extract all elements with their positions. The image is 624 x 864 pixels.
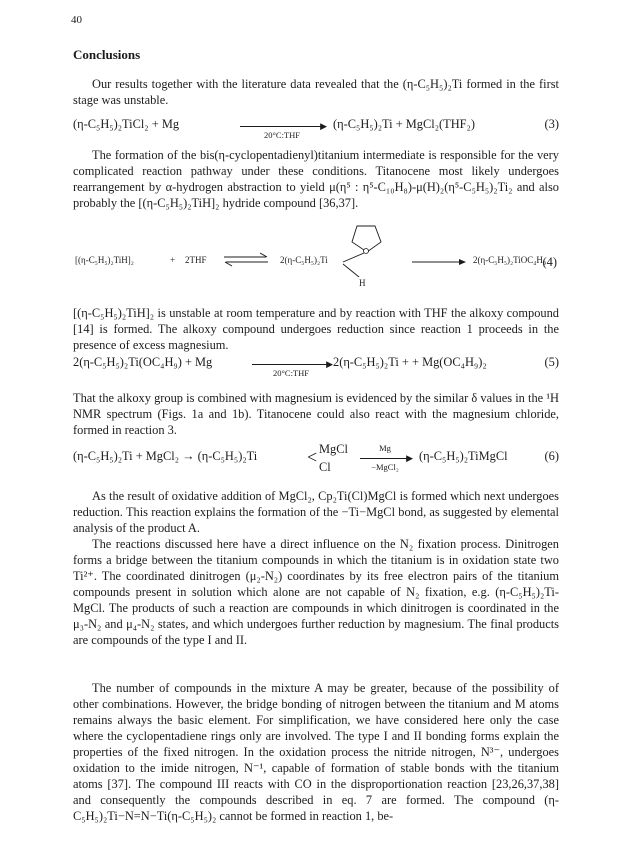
reaction-arrow-icon — [410, 258, 468, 266]
paragraph-2-text: The formation of the bis(η-cyclopentadienyl)titanium intermediate is responsible for the very complicated reaction pathway under these conditions. Titanocene most likely undergoes rearrangement by α-hydrogen abstraction to yield μ(η⁵ : η⁵-C₁₀H₈)-μ(H)₂(η⁵-C₅H₅)₂Ti₂ and also probably the [(η-C₅H₅)₂TiH]₂ hydride compound [36,37]. — [73, 148, 559, 210]
paragraph-2 — [73, 147, 559, 211]
eq5-rhs: 2(η-C₅H₅)₂Ti + + Mg(OC₄H₉)₂ — [333, 355, 487, 369]
eq3-condition: 20°C:THF — [264, 130, 300, 140]
eq6-rhs: (η-C₅H₅)₂TiMgCl — [419, 449, 508, 463]
page-number: 40 — [71, 14, 82, 26]
paragraph-1 — [73, 76, 559, 108]
paragraph-6 — [73, 536, 559, 648]
eq6-mgcl: MgCl — [319, 442, 348, 456]
paragraph-4 — [73, 390, 559, 438]
eq6-above: Mg — [379, 443, 391, 453]
scheme4-h-label: H — [359, 278, 366, 288]
eq5-lhs: 2(η-C₅H₅)₂Ti(OC₄H₉) + Mg — [73, 355, 213, 369]
equation-6: (η-C₅H₅)₂Ti + MgCl₂ → (η-C₅H₅)₂Ti < MgCl Cl Mg ▶ −MgCl₂ (η-C₅H₅)₂TiMgCl (6) — [73, 442, 559, 474]
section-heading: Conclusions — [73, 47, 141, 62]
equation-5: 2(η-C₅H₅)₂Ti(OC₄H₉) + Mg ▶ 20°C:THF 2(η-C₅H₅)₂Ti + + Mg(OC₄H₉)₂ (5) — [73, 355, 559, 378]
eq5-condition: 20°C:THF — [273, 368, 309, 378]
paragraph-6-text: The reactions discussed here have a direct influence on the N₂ fixation process. Dinitrogen forms a bridge between the titanium compounds in which the titanium is in oxidation state two Ti²⁺. The coordinated dinitrogen (μ₂-N₂) coordinates by its free electron pairs of the titanium compounds present in solution which alone are not capable of N₂ fixation, e.g. (η-C₅H₅)₂Ti-MgCl. The products of such a reaction are compounds in which dinitrogen is coordinated in the μ₃-N₂ and μ₄-N₂ states, and which undergoes further reduction by magnesium. The final products are compounds of the type I and II. — [73, 537, 559, 647]
eq3-number: (3) — [544, 117, 559, 131]
eq3-rhs: (η-C₅H₅)₂Ti + MgCl₂(THF₂) — [333, 117, 476, 131]
equation-3: (η-C₅H₅)₂TiCl₂ + Mg ▶ 20°C:THF (η-C₅H₅)₂Ti + MgCl₂(THF₂) (3) — [73, 117, 559, 140]
reaction-scheme-4 — [75, 222, 559, 294]
equilibrium-arrow-icon — [222, 252, 270, 268]
paragraph-5-text: As the result of oxidative addition of MgCl₂, Cp₂Ti(Cl)MgCl is formed which next undergoes reduction. This reaction explains the formation of the −Ti−MgCl bond, as suggested by elemental analysis of the product A. — [73, 489, 559, 535]
eq6-cl: Cl — [319, 460, 331, 474]
paragraph-7 — [73, 680, 559, 824]
eq6-lhs: (η-C₅H₅)₂Ti + MgCl₂ → (η-C₅H₅)₂Ti — [73, 449, 258, 463]
eq6-below: −MgCl₂ — [371, 462, 399, 472]
scheme4-plus: + — [170, 255, 176, 265]
scheme4-product: 2(η-C₅H₅)₂TiOC₄H₉ — [473, 255, 547, 265]
scheme4-intermediate: 2(η-C₅H₅)₂Ti — [280, 255, 328, 265]
paragraph-3-text: [(η-C₅H₅)₂TiH]₂ is unstable at room temperature and by reaction with THF the alkoxy compound [14] is formed. The alkoxy compound undergoes reduction since reaction 1 proceeds in the presence of excess magnesium. — [73, 306, 559, 352]
eq6-number: (6) — [544, 449, 559, 463]
paragraph-7-text: The number of compounds in the mixture A may be greater, because of the possibility of other combinations. However, the bridge bonding of nitrogen between the titanium and M atoms remains always the basic element. For simplification, we have considered here only the case where the cyclopentadiene rings only are involved. The type I and II bonding forms explain the properties of the fixed nitrogen. In the oxidation process the nitride nitrogen, N³⁻, undergoes oxidation to the imide nitrogen, N⁻¹, capable of formation of stable bonds with the titanium atoms [37]. The compound III reacts with CO in the disproportionation reaction [23,26,37,38] and consequently the compounds described in eq. 7 are formed. The compound (η-C₅H₅)₂Ti−N=N−Ti(η-C₅H₅)₂ cannot be formed in reaction 1, be- — [73, 681, 559, 823]
scheme4-number: (4) — [542, 255, 557, 269]
paragraph-5 — [73, 488, 559, 536]
scheme4-reactant2: 2THF — [185, 255, 207, 265]
paragraph-3 — [73, 305, 559, 353]
paragraph-1-text: Our results together with the literature data revealed that the (η-C₅H₅)₂Ti formed in the first stage was unstable. — [73, 77, 559, 107]
paragraph-4-text: That the alkoxy group is combined with magnesium is evidenced by the similar δ values in the ¹H NMR spectrum (Figs. 1a and 1b). Titanocene could also react with the magnesium chloride, formed in reaction 3. — [73, 391, 559, 437]
eq3-lhs: (η-C₅H₅)₂TiCl₂ + Mg — [73, 117, 180, 131]
eq6-brace: < — [307, 447, 318, 467]
eq5-number: (5) — [544, 355, 559, 369]
scheme4-reactant1: [(η-C₅H₅)₂TiH]₂ — [75, 255, 134, 265]
